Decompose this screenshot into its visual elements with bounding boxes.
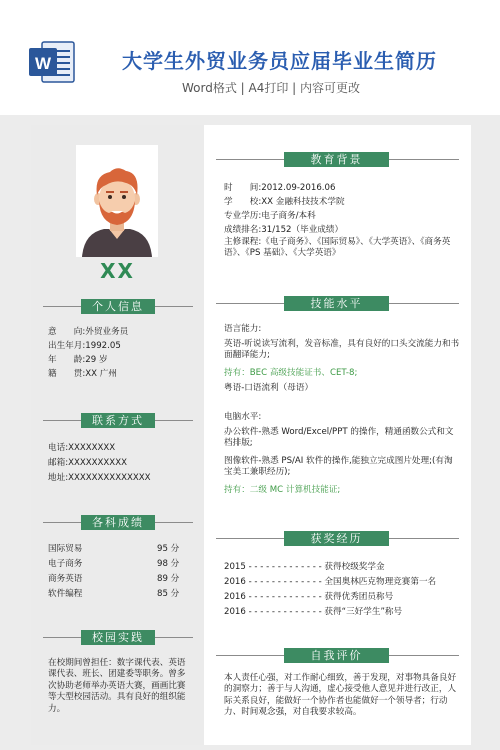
grade-subject: 商务英语 [48,574,83,584]
page-title: 大学生外贸业务员应届毕业生简历 [122,49,437,73]
edu-label: 专业学历: [224,211,262,221]
contact-value: XXXXXXXXXX [68,458,127,468]
contact-value: XXXXXXXXXXXXXX [68,473,151,483]
award-item: 2015 - - - - - - - - - - - - - 获得校级奖学金 [224,562,385,572]
word-icon [28,40,76,84]
grade-subject: 电子商务 [48,559,83,569]
contact-heading: 联系方式 [81,413,155,428]
edu-label: 时 间: [224,183,262,193]
edu-label: 成绩排名: [224,225,262,235]
edu-label: 学 校: [224,197,262,207]
contact-label: 地址: [48,473,69,483]
skill-office: 办公软件-熟悉 Word/Excel/PPT 的操作，精通函数公式和文档排版; [224,427,454,449]
award-item: 2016 - - - - - - - - - - - - - 获得优秀团员称号 [224,592,394,602]
avatar-illustration [76,145,158,257]
avatar [76,145,158,257]
contact-value: XXXXXXXX [68,443,116,453]
contact-row-email [48,456,127,468]
info-row-age [48,353,108,365]
contact-row-address [48,471,151,483]
grade-score: 85 分 [157,589,180,599]
info-row-birth [48,339,121,351]
skill-lang-cert: 持有：BEC 高级技能证书、CET-8; [224,368,358,378]
self-eval-text: 本人责任心强，对工作耐心细致，善于发现，对事物具备良好的洞察力；善于与人沟通，虚心接受他人意见并进行改正，人际关系良好，能做好一个协作者也能做好一个领导者；行动力、时间观念强，对自我要求较高。 [224,673,457,718]
page-header [0,0,500,115]
award-item: 2016 - - - - - - - - - - - - - 获得“三好学生”称号 [224,607,403,617]
grade-score: 95 分 [157,544,180,554]
skill-lang-desc: 英语-听说读写流利，发音标准，具有良好的口头交流能力和书面翻译能力; [224,339,460,361]
edu-value: 31/152（毕业成绩） [261,225,344,235]
contact-label: 电话: [48,443,69,453]
left-column [31,125,204,745]
grade-subject: 软件编程 [48,589,83,599]
skill-ps: 图像软件-熟悉 PS/AI 软件的操作,能独立完成图片处理;(有淘宝美工兼职经历); [224,456,453,478]
education-heading: 教育背景 [284,152,389,167]
skill-pc-title: 电脑水平: [224,412,262,422]
campus-text: 在校期间曾担任：数字课代表、英语课代表、班长、团建委等职务。曾多次协助老师举办英语大赛，画画比赛等大型校园活动。具有良好的组织能力。 [48,658,186,714]
award-item: 2016 - - - - - - - - - - - - - 全国奥林匹克物理竞赛第一名 [224,577,437,587]
info-row-intent [48,325,128,337]
edu-row-school [224,195,345,207]
info-value: XX 广州 [85,369,117,379]
resume-sheet [31,125,471,745]
edu-row-time [224,181,335,193]
word-logo-letter: W [34,54,52,73]
skills-heading: 技能水平 [284,296,389,311]
skill-lang-title: 语言能力: [224,324,262,334]
grade-score: 98 分 [157,559,180,569]
info-label: 意 向: [48,327,86,337]
info-row-hometown [48,367,117,379]
info-value: 1992.05 [85,341,121,351]
self-eval-heading: 自我评价 [284,648,389,663]
candidate-name: XX [100,259,135,283]
info-value: 外贸业务员 [85,327,129,337]
page-subtitle: Word格式 | A4打印 | 内容可更改 [182,81,361,95]
contact-row-phone [48,441,115,453]
edu-value: 电子商务/本科 [261,211,316,221]
personal-info-heading: 个人信息 [81,299,155,314]
right-column [204,125,471,745]
edu-row-rank [224,223,343,235]
info-label: 出生年月: [48,341,86,351]
grades-heading: 各科成绩 [81,515,155,530]
edu-value: 2012.09-2016.06 [261,183,336,193]
grade-score: 89 分 [157,574,180,584]
awards-heading: 获奖经历 [284,531,389,546]
info-value: 29 岁 [85,355,108,365]
edu-value: XX 金融科技技术学院 [261,197,345,207]
contact-label: 邮箱: [48,458,69,468]
grade-subject: 国际贸易 [48,544,83,554]
edu-row-major [224,209,316,221]
info-label: 籍 贯: [48,369,86,379]
skill-pc-cert: 持有：二级 MC 计算机技能证; [224,485,341,495]
campus-heading: 校园实践 [81,630,155,645]
edu-courses: 主修课程:《电子商务》、《国际贸易》、《大学英语》、《商务英语》、《PS 基础》、《大学英语》 [224,237,451,259]
info-label: 年 龄: [48,355,86,365]
skill-cantonese: 粤语-口语流利（母语） [224,383,314,393]
